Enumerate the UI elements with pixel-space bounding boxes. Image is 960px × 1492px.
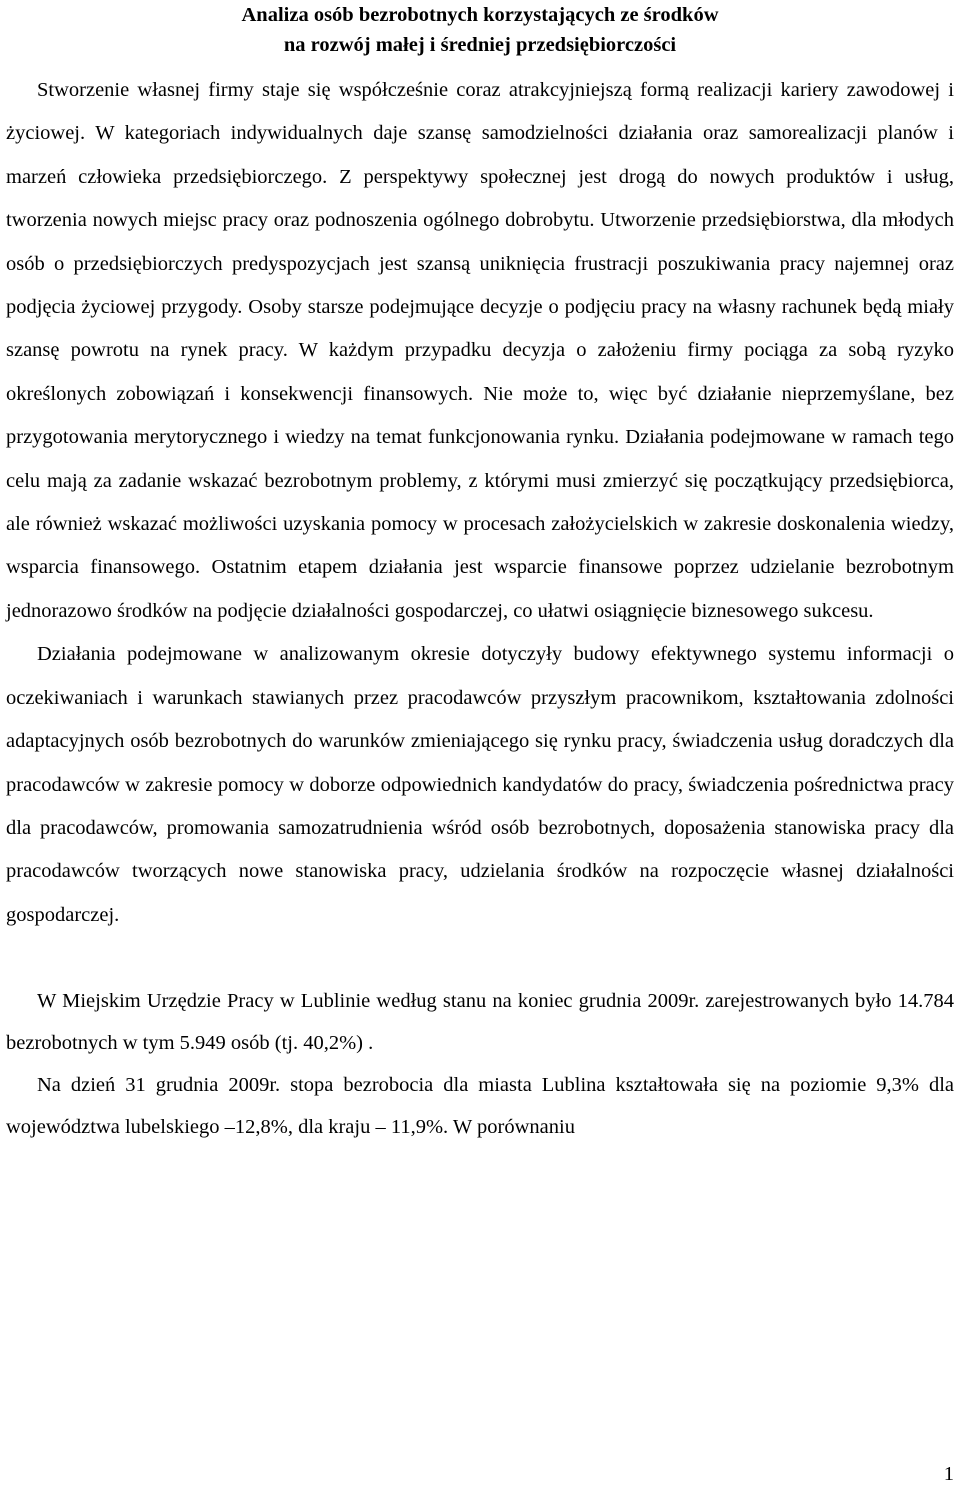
paragraph-3: W Miejskim Urzędzie Pracy w Lublinie według stanu na koniec grudnia 2009r. zarejestrowanych było 14.784 bezrobotnych w tym 5.949 osób (tj. 40,2%) . <box>6 990 954 1055</box>
document-title <box>6 0 954 60</box>
paragraph-1: Stworzenie własnej firmy staje się współcześnie coraz atrakcyjniejszą formą realizacji kariery zawodowej i życiowej. W kategoriach indywidualnych daje szansę samodzielności działania oraz samorealizacji planów i marzeń człowieka przedsiębiorczego. Z perspektywy społecznej jest drogą do nowych produktów i usług, tworzenia nowych miejsc pracy oraz podnoszenia ogólnego dobrobytu. Utworzenie przedsiębiorstwa, dla młodych osób o przedsiębiorczych predyspozycjach jest szansą uniknięcia frustracji poszukiwania pracy najemnej oraz podjęcia życiowej przygody. Osoby starsze podejmujące decyzje o podjęciu pracy na własny rachunek będą miały szansę powrotu na rynek pracy. W każdym przypadku decyzja o założeniu firmy pociąga za sobą ryzyko określonych zobowiązań i konsekwencji finansowych. Nie może to, więc być działanie nieprzemyślane, bez przygotowania merytorycznego i wiedzy na temat funkcjonowania rynku. Działania podejmowane w ramach tego celu mają za zadanie wskazać bezrobotnym problemy, z którymi musi zmierzyć się początkujący przedsiębiorca, ale również wskazać możliwości uzyskania pomocy w procesach założycielskich w zakresie doskonalenia wiedzy, wsparcia finansowego. Ostatnim etapem działania jest wsparcie finansowe poprzez udzielanie bezrobotnym jednorazowo środków na podjęcie działalności gospodarczej, co ułatwi osiągnięcie biznesowego sukcesu. <box>6 79 954 622</box>
paragraph-2: Działania podejmowane w analizowanym okresie dotyczyły budowy efektywnego systemu informacji o oczekiwaniach i warunkach stawianych przez pracodawców przyszłym pracownikom, kształtowania zdolności adaptacyjnych osób bezrobotnych do warunków zmieniającego się rynku pracy, świadczenia usług doradczych dla pracodawców w zakresie pomocy w doborze odpowiednich kandydatów do pracy, świadczenia pośrednictwa pracy dla pracodawców, promowania samozatrudnienia wśród osób bezrobotnych, doposażenia stanowiska pracy dla pracodawców tworzących nowe stanowiska pracy, udzielania środków na rozpoczęcie własnej działalności gospodarczej. <box>6 643 954 926</box>
paragraph-4: Na dzień 31 grudnia 2009r. stopa bezrobocia dla miasta Lublina kształtowała się na poziomie 9,3% dla województwa lubelskiego –12,8%, dla kraju – 11,9%. W porównaniu <box>6 1074 954 1139</box>
title-line-2: na rozwój małej i średniej przedsiębiorczości <box>283 34 677 56</box>
title-line-1: Analiza osób bezrobotnych korzystających ze środków <box>241 4 719 26</box>
document-page <box>6 0 954 1148</box>
page-number: 1 <box>943 1463 954 1485</box>
